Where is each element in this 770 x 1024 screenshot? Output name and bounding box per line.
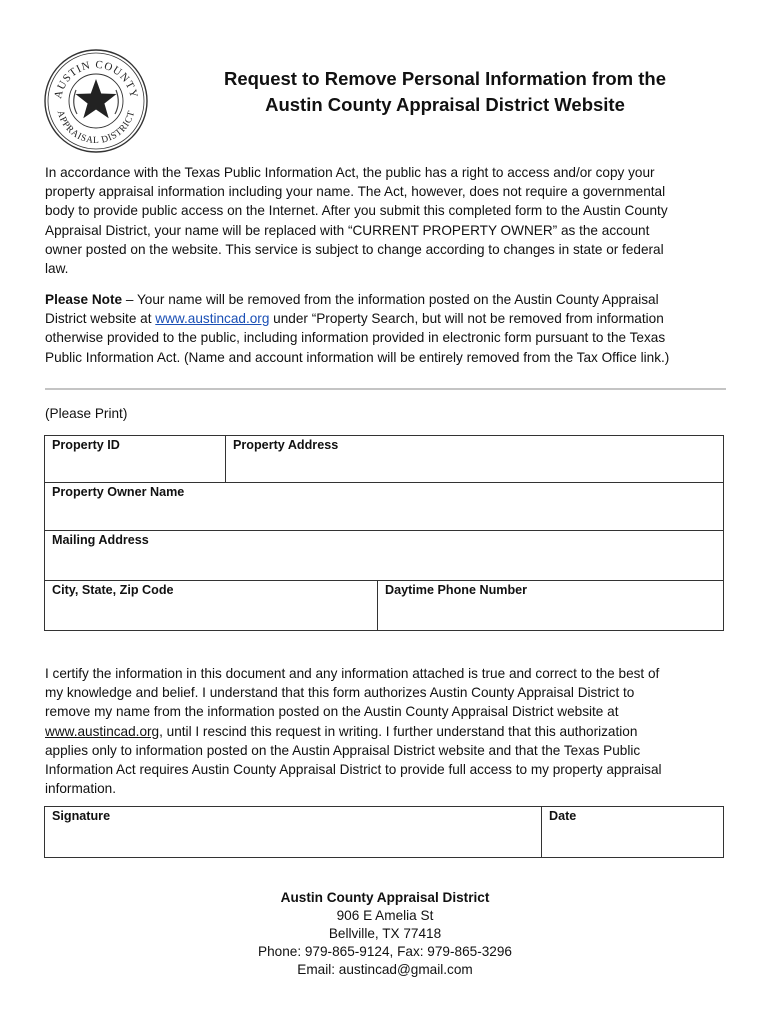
certify-line: , until I rescind this request in writing. I further understand that this authorization: [159, 723, 638, 739]
city-state-zip-label: City, State, Zip Code: [52, 583, 174, 597]
certify-line: applies only to information posted on the Austin Appraisal District website and that the Texas Public: [45, 742, 641, 758]
owner-name-field[interactable]: [45, 483, 723, 530]
certify-line: my knowledge and belief. I understand that this form authorizes Austin County Appraisal District to: [45, 685, 635, 701]
certify-website-link[interactable]: www.austincad.org: [45, 723, 160, 739]
note-text: – Your name will be removed from the information posted on the Austin County Appraisal: [122, 292, 659, 307]
form-row: [45, 483, 723, 531]
star-icon: [76, 79, 117, 118]
intro-line: Appraisal District, your name will be replaced with “CURRENT PROPERTY OWNER” as the account: [45, 222, 650, 238]
note-text: under “Property Search, but will not be removed from information: [269, 311, 664, 327]
note-text: otherwise provided to the public, including information provided in electronic form pursuant to the Texas: [45, 330, 666, 346]
footer-city: Bellville, TX 77418: [328, 926, 442, 941]
section-divider: [45, 388, 726, 390]
date-label: Date: [549, 809, 577, 823]
contact-footer: [0, 889, 770, 979]
form-row: [45, 581, 723, 631]
footer-phone: Phone: 979-865-9124, Fax: 979-865-3296: [258, 944, 512, 959]
note-paragraph: [45, 290, 729, 367]
property-info-form: [44, 435, 724, 631]
page-title: [150, 66, 740, 118]
signature-field[interactable]: [45, 807, 541, 857]
certify-line: remove my name from the information posted on the Austin County Appraisal District website at: [45, 704, 619, 720]
city-state-zip-field[interactable]: [45, 581, 377, 631]
mailing-address-field[interactable]: [45, 531, 723, 580]
daytime-phone-label: Daytime Phone Number: [385, 583, 528, 597]
certify-line: Information Act requires Austin County Appraisal District to provide full access to my property appraisal: [45, 762, 662, 778]
please-print-label: (Please Print): [45, 406, 128, 421]
daytime-phone-field[interactable]: [377, 581, 723, 631]
intro-line: body to provide public access on the Internet. After you submit this completed form to the Austin County: [45, 203, 668, 219]
website-link[interactable]: www.austincad.org: [155, 311, 270, 327]
intro-line: owner posted on the website. This service is subject to change according to changes in state or federal: [45, 241, 664, 257]
certify-line: information.: [45, 781, 117, 797]
signature-table: [44, 806, 724, 858]
footer-email: Email: austincad@gmail.com: [297, 962, 473, 977]
date-field[interactable]: [541, 807, 723, 857]
title-line-1: Request to Remove Personal Information from the: [223, 68, 666, 89]
note-text: District website at: [45, 311, 156, 327]
property-id-label: Property ID: [52, 438, 120, 452]
seal-top-text: AUSTIN COUNTY: [52, 58, 140, 100]
intro-paragraph: [45, 163, 729, 278]
property-address-label: Property Address: [233, 438, 339, 452]
form-row: [45, 531, 723, 581]
intro-line: law.: [45, 261, 69, 277]
signature-label: Signature: [52, 809, 111, 823]
intro-line: In accordance with the Texas Public Information Act, the public has a right to access and/or copy your: [45, 165, 655, 180]
note-label: Please Note: [45, 292, 123, 307]
property-address-field[interactable]: [225, 436, 723, 482]
mailing-address-label: Mailing Address: [52, 533, 149, 547]
certification-paragraph: [45, 664, 729, 798]
property-id-field[interactable]: [45, 436, 225, 482]
seal-bottom-text: APPRAISAL DISTRICT: [54, 109, 138, 147]
form-row: [45, 436, 723, 483]
footer-org-name: Austin County Appraisal District: [280, 890, 490, 905]
county-seal-logo: [43, 48, 149, 154]
certify-line: I certify the information in this document and any information attached is true and correct to the best of: [45, 666, 660, 681]
intro-line: property appraisal information including your name. The Act, however, does not require a governmental: [45, 184, 666, 200]
owner-name-label: Property Owner Name: [52, 485, 185, 499]
title-line-2: Austin County Appraisal District Website: [265, 94, 625, 115]
note-text: Public Information Act. (Name and account information will be entirely removed from the Tax Office link.): [45, 349, 670, 365]
footer-street: 906 E Amelia St: [336, 908, 434, 923]
